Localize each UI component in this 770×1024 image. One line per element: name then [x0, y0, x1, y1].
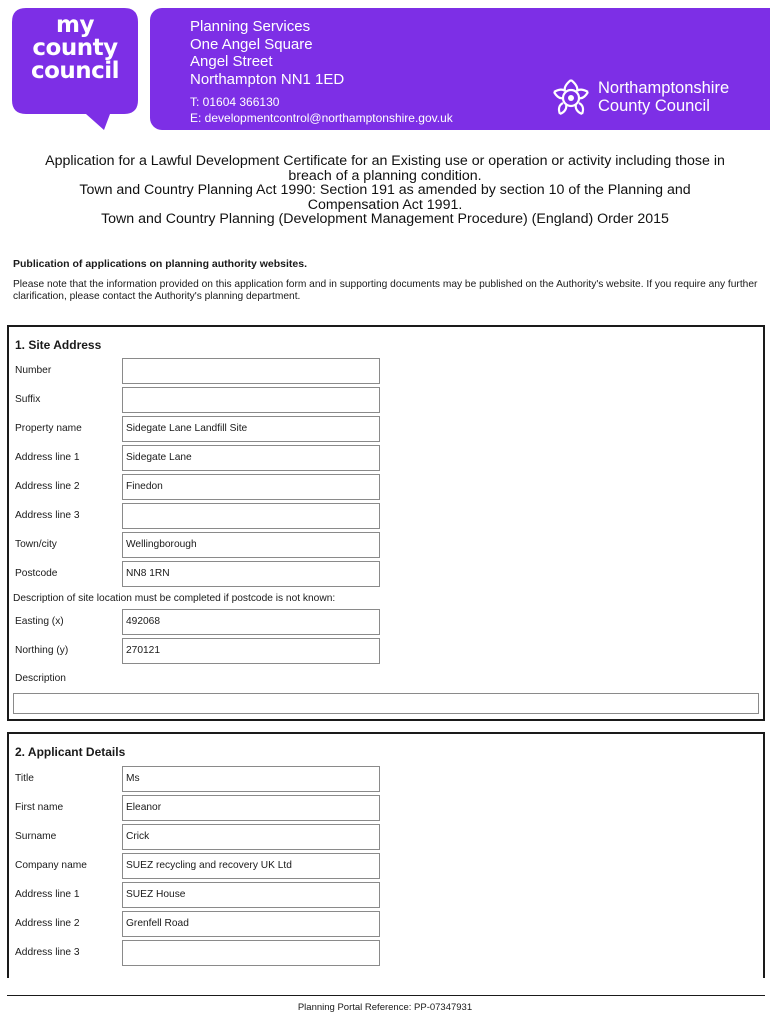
- address-line: One Angel Square: [190, 35, 313, 53]
- rose-icon: [548, 76, 594, 120]
- site-address-section: [7, 325, 765, 721]
- title-line: breach of a planning condition.: [288, 167, 482, 184]
- title-line: Town and Country Planning (Development Management Procedure) (England) Order 2015: [101, 211, 669, 227]
- field-label: Surname: [15, 831, 57, 842]
- field-label: Title: [15, 773, 34, 784]
- logo-line-council: council: [30, 58, 120, 84]
- field-label: Address line 1: [15, 889, 80, 900]
- phone-number: T: 01604 366130: [190, 95, 280, 109]
- field-label: Number: [15, 365, 52, 376]
- field-row-town-city: [15, 532, 755, 558]
- field-row-address-line-2: [15, 474, 755, 500]
- northamptonshire-logo: [548, 76, 758, 120]
- logo-line-my: my: [56, 12, 94, 38]
- field-row-postcode: [15, 561, 755, 587]
- section-title: 2. Applicant Details: [15, 745, 126, 759]
- field-row-address-line-3: [15, 503, 755, 529]
- header-banner: [150, 8, 770, 130]
- description-label: Description: [15, 673, 66, 684]
- email-address: E: developmentcontrol@northamptonshire.gov.uk: [190, 111, 453, 125]
- company-name-input[interactable]: SUEZ recycling and recovery UK Ltd: [122, 853, 380, 879]
- field-row-applicant-address-line-2: [15, 911, 755, 937]
- postcode-input[interactable]: NN8 1RN: [122, 561, 380, 587]
- field-row-suffix: [15, 387, 755, 413]
- footer-divider: [7, 995, 765, 996]
- field-row-property-name: [15, 416, 755, 442]
- field-label: Address line 1: [15, 452, 80, 463]
- field-label: Town/city: [15, 539, 57, 550]
- address-line: Angel Street: [190, 53, 273, 70]
- surname-input[interactable]: Crick: [122, 824, 380, 850]
- field-label: Address line 2: [15, 918, 80, 929]
- address-line: Planning Services: [190, 18, 311, 35]
- field-row-company-name: [15, 853, 755, 879]
- applicant-address-line-3-input[interactable]: [122, 940, 380, 966]
- field-label: Address line 3: [15, 510, 80, 521]
- first-name-input[interactable]: Eleanor: [122, 795, 380, 821]
- section-title: 1. Site Address: [15, 338, 102, 352]
- field-row-applicant-address-line-1: [15, 882, 755, 908]
- field-row-northing: [15, 638, 755, 664]
- applicant-address-line-1-input[interactable]: SUEZ House: [122, 882, 380, 908]
- council-name-line2: County Council: [598, 97, 710, 115]
- address-line-2-input[interactable]: Finedon: [122, 474, 380, 500]
- town-city-input[interactable]: Wellingborough: [122, 532, 380, 558]
- applicant-address-line-2-input[interactable]: Grenfell Road: [122, 911, 380, 937]
- field-row-address-line-1: [15, 445, 755, 471]
- title-line: Town and Country Planning Act 1990: Section 191 as amended by section 10 of the Planning and: [79, 182, 691, 198]
- field-label: Suffix: [15, 394, 41, 405]
- form-title: [8, 154, 762, 227]
- planning-portal-reference: Planning Portal Reference: PP-07347931: [297, 1002, 473, 1013]
- number-input[interactable]: [122, 358, 380, 384]
- field-label: Property name: [15, 423, 82, 434]
- logo-line-county: county: [32, 35, 118, 61]
- contact-details: [190, 94, 453, 126]
- title-input[interactable]: Ms: [122, 766, 380, 792]
- field-row-surname: [15, 824, 755, 850]
- title-line: Compensation Act 1991.: [307, 196, 463, 213]
- field-row-title: [15, 766, 755, 792]
- address-line-1-input[interactable]: Sidegate Lane: [122, 445, 380, 471]
- field-row-number: [15, 358, 755, 384]
- applicant-details-section: [7, 732, 765, 978]
- field-row-first-name: [15, 795, 755, 821]
- field-label: Address line 2: [15, 481, 80, 492]
- field-row-applicant-address-line-3: [15, 940, 755, 966]
- address-line: Northampton NN1 1ED: [190, 70, 345, 88]
- council-name-line1: Northamptonshire: [598, 79, 730, 97]
- field-label: Easting (x): [15, 616, 64, 627]
- publication-heading: Publication of applications on planning authority websites.: [13, 258, 308, 270]
- field-label: Company name: [15, 860, 87, 871]
- suffix-input[interactable]: [122, 387, 380, 413]
- field-label: First name: [15, 802, 64, 813]
- publication-note: Please note that the information provided on this application form and in supporting documents may be published on the Authority's website. If you require any further clarification, please contact the Authority's planning department.: [13, 279, 758, 302]
- field-row-easting: [15, 609, 755, 635]
- field-label: Northing (y): [15, 645, 69, 656]
- description-input[interactable]: [13, 693, 759, 714]
- easting-input[interactable]: 492068: [122, 609, 380, 635]
- office-address: [190, 18, 344, 88]
- field-label: Postcode: [15, 568, 58, 579]
- my-county-council-logo: [12, 8, 138, 130]
- northing-input[interactable]: 270121: [122, 638, 380, 664]
- field-label: Address line 3: [15, 947, 80, 958]
- address-line-3-input[interactable]: [122, 503, 380, 529]
- location-note: Description of site location must be completed if postcode is not known:: [13, 593, 336, 604]
- title-line: Application for a Lawful Development Certificate for an Existing use or operation or activity including those in: [45, 153, 725, 169]
- property-name-input[interactable]: Sidegate Lane Landfill Site: [122, 416, 380, 442]
